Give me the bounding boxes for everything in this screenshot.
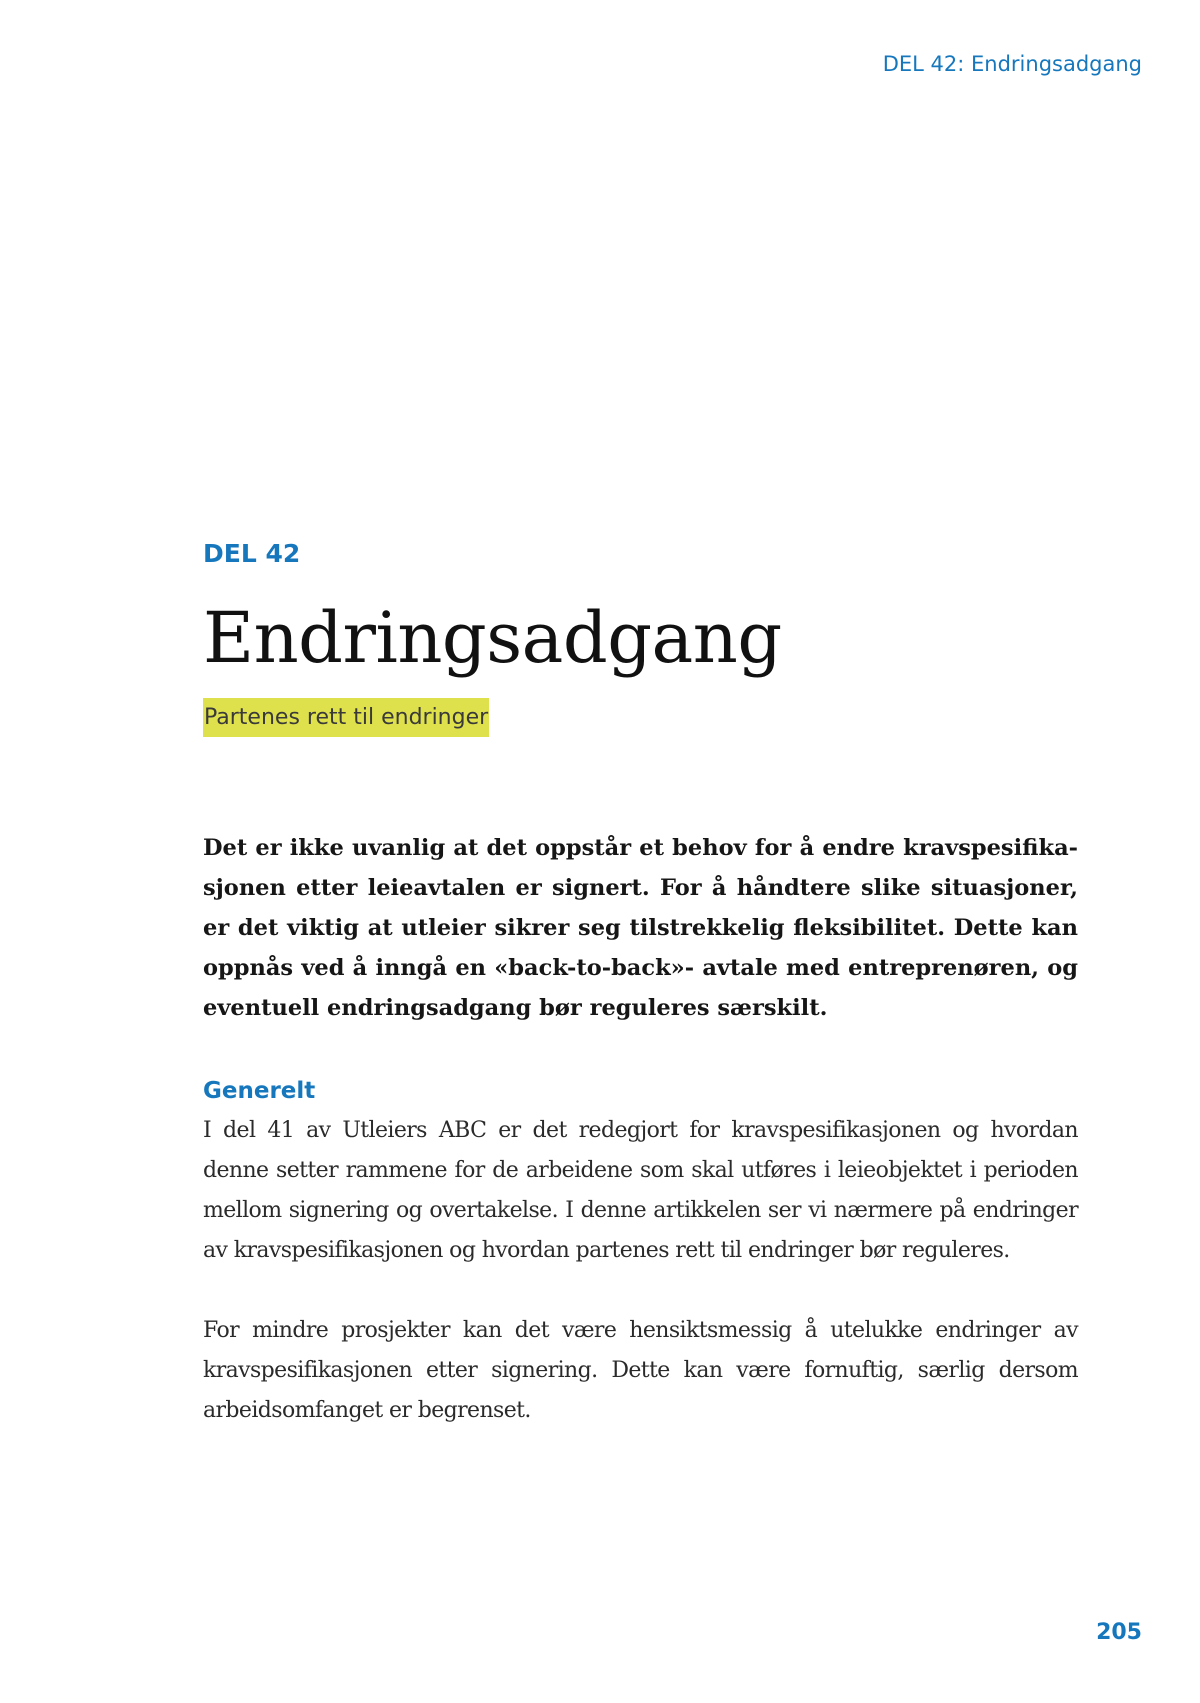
part-label: DEL 42 (203, 539, 301, 568)
chapter-title: Endringsadgang (203, 597, 782, 679)
highlighted-subtitle: Partenes rett til endringer (203, 698, 489, 737)
page-number: 205 (1096, 1620, 1142, 1645)
subtitle-container (203, 698, 1078, 740)
lead-paragraph: Det er ikke uvanlig at det oppstår et behov for å endre kravspesifikasjonen etter leieavtalen er signert. For å håndtere slike situasjoner, er det viktig at utleier sikrer seg tilstrekkelig fleksibilitet. Dette kan oppnås ved å inngå en «back-to-back»- avtale med entreprenøren, og eventuell endringsadgang bør reguleres særskilt. (203, 835, 1078, 1021)
body-paragraph: For mindre prosjekter kan det være hensiktsmessig å utelukke endringer av kravspesifikasjonen etter signering. Dette kan være fornuftig, særlig dersom arbeidsomfanget er begrenset. (203, 1318, 1078, 1423)
section-heading-generelt: Generelt (203, 1078, 316, 1104)
chapter-content (203, 536, 1078, 1431)
running-header: DEL 42: Endringsadgang (882, 52, 1142, 76)
body-paragraph: I del 41 av Utleiers ABC er det redegjort for kravspesifikasjonen og hvordan denne setter rammene for de arbeidene som skal utføres i leieobjektet i perioden mellom signering og overtakelse. I denne artikkelen ser vi nærmere på endringer av kravspesifikasjonen og hvordan partenes rett til endringer bør reguleres. (203, 1118, 1078, 1263)
